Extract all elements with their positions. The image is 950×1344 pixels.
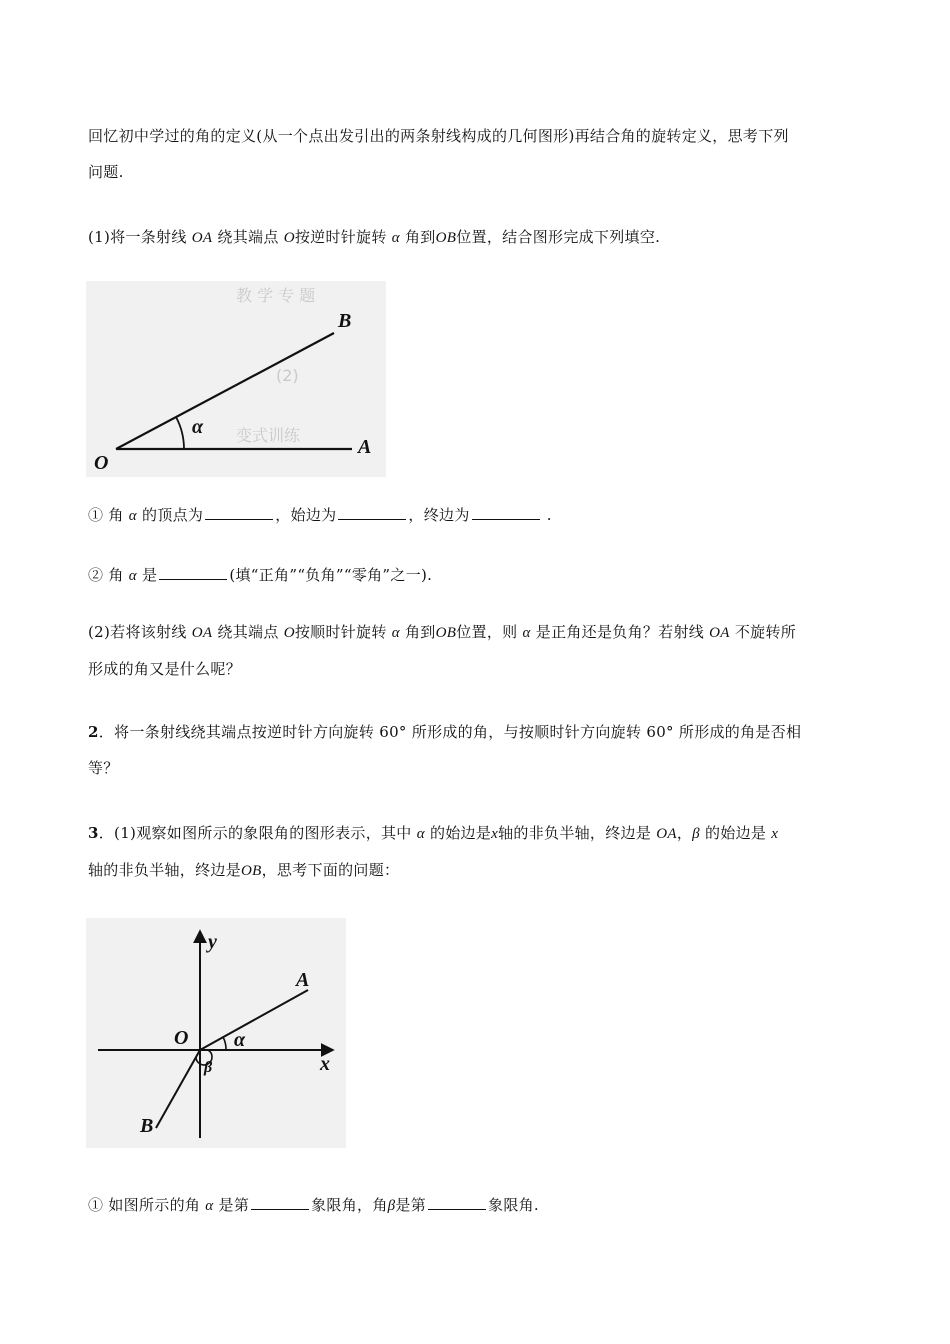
q3-text: 轴的非负半轴，终边是 <box>498 824 652 842</box>
fill1-text: ，终边为 <box>408 506 470 524</box>
alpha-symbol: α <box>205 1198 214 1214</box>
alpha-symbol: α <box>128 568 137 584</box>
quadrant-diagram <box>86 918 346 1148</box>
intro-paragraph <box>88 118 868 190</box>
point-o: O <box>283 625 295 641</box>
label-beta: β <box>204 1059 213 1076</box>
ray-oa: OA <box>191 230 213 246</box>
fill2-prefix: ② 角 <box>88 566 124 584</box>
ray-ob-line <box>116 333 334 449</box>
beta-symbol: β <box>387 1198 396 1214</box>
angle-arc <box>176 417 184 449</box>
q1-part1-text: 角到 <box>405 228 436 246</box>
intro-line-2: 问题. <box>88 163 124 181</box>
q1-part2-line2: 形成的角又是什么呢？ <box>88 660 242 678</box>
ray-ob: OB <box>435 625 457 641</box>
label-b: B <box>140 1115 154 1137</box>
alpha-symbol: α <box>128 508 137 524</box>
question-2-line1: ．将一条射线绕其端点按逆时针方向旋转 60° 所形成的角，与按顺时针方向旋转 60° 所形成的角是否相 <box>98 723 802 741</box>
fill-item-1 <box>88 497 868 534</box>
alpha-arc <box>223 1037 226 1050</box>
fill2-text: 是 <box>142 566 158 584</box>
label-o: O <box>174 1027 189 1049</box>
label-alpha: α <box>234 1029 246 1051</box>
q3-text: ，思考下面的问题： <box>261 861 400 879</box>
ray-oa: OA <box>709 625 730 641</box>
answer-blank-angle-type[interactable] <box>159 578 227 580</box>
fill1-prefix: ① 角 <box>88 506 124 524</box>
q3-fill-text: 象限角. <box>488 1196 539 1214</box>
label-y: y <box>208 931 217 953</box>
label-alpha: α <box>192 416 204 438</box>
q1-part2-text: 按顺时针旋转 <box>294 623 387 641</box>
angle-figure <box>86 281 386 477</box>
q3-fill-text: 象限角，角 <box>311 1196 388 1214</box>
q3-text: 轴的非负半轴，终边是 <box>88 861 242 879</box>
quadrant-figure <box>86 918 346 1148</box>
alpha-symbol: α <box>522 625 531 641</box>
ray-ob: OB <box>241 863 262 879</box>
fill1-text: 的顶点为 <box>142 506 204 524</box>
q1-part2-text: 绕其端点 <box>217 623 279 641</box>
x-symbol: x <box>771 826 779 842</box>
label-a: A <box>358 436 372 458</box>
label-a: A <box>296 969 310 991</box>
ray-oa-line <box>200 990 308 1050</box>
question-1-part-2 <box>88 614 868 687</box>
q3-text: ， <box>676 824 693 842</box>
ray-ob-line <box>156 1050 200 1128</box>
question-2-number: 2 <box>88 723 99 741</box>
ray-ob: OB <box>435 230 457 246</box>
question-1-part-1 <box>88 219 868 256</box>
fill2-text: (填“正角”“负角”“零角”之一). <box>229 566 433 584</box>
svg-text:(2): (2) <box>276 366 299 385</box>
answer-blank-beta-quadrant[interactable] <box>428 1208 486 1210</box>
fill-item-2 <box>88 557 868 594</box>
ray-oa: OA <box>656 826 677 842</box>
fill-item-quadrant <box>88 1187 868 1224</box>
q1-part2-text: 不旋转所 <box>734 623 797 641</box>
question-2-line2: 等？ <box>88 759 119 777</box>
question-3 <box>88 815 868 889</box>
q1-part2-text: 位置，则 <box>456 623 518 641</box>
q1-part1-text: 按逆时针旋转 <box>294 228 387 246</box>
label-b: B <box>338 310 352 332</box>
q3-fill-text: 是第 <box>395 1196 427 1214</box>
alpha-symbol: α <box>391 230 400 246</box>
q1-part1-text: 绕其端点 <box>217 228 279 246</box>
x-symbol: x <box>491 826 499 842</box>
ray-oa: OA <box>191 625 213 641</box>
q1-part2-text: 是正角还是负角？若射线 <box>535 623 705 641</box>
q3-text: 的始边是 <box>705 824 767 842</box>
beta-symbol: β <box>692 826 700 842</box>
q3-text: ．(1)观察如图所示的象限角的图形表示，其中 <box>98 824 412 842</box>
alpha-symbol: α <box>416 826 425 842</box>
q1-part2-text: (2)若将该射线 <box>88 623 187 641</box>
q1-part2-text: 角到 <box>405 623 436 641</box>
answer-blank-alpha-quadrant[interactable] <box>251 1208 309 1210</box>
fill1-text: ，始边为 <box>275 506 337 524</box>
label-x: x <box>320 1053 330 1075</box>
answer-blank-vertex[interactable] <box>205 518 273 520</box>
q1-part1-text: 位置，结合图形完成下列填空. <box>456 228 661 246</box>
point-o: O <box>283 230 295 246</box>
answer-blank-initial-side[interactable] <box>338 518 406 520</box>
svg-text:教 学 专 题: 教 学 专 题 <box>236 286 316 305</box>
label-o: O <box>94 452 109 474</box>
q1-part1-prefix: (1)将一条射线 <box>88 228 187 246</box>
q3-text: 的始边是 <box>429 824 492 842</box>
q3-fill-text: 是第 <box>218 1196 250 1214</box>
q3-fill-prefix: ① 如图所示的角 <box>88 1196 201 1214</box>
svg-text:变式训练: 变式训练 <box>236 426 301 445</box>
fill1-text: . <box>546 506 552 524</box>
question-2 <box>88 714 868 786</box>
alpha-symbol: α <box>391 625 400 641</box>
answer-blank-terminal-side[interactable] <box>472 518 540 520</box>
question-3-number: 3 <box>88 824 99 842</box>
angle-diagram <box>86 281 386 477</box>
intro-line-1: 回忆初中学过的角的定义(从一个点出发引出的两条射线构成的几何图形)再结合角的旋转定义，思考下列 <box>88 127 789 145</box>
